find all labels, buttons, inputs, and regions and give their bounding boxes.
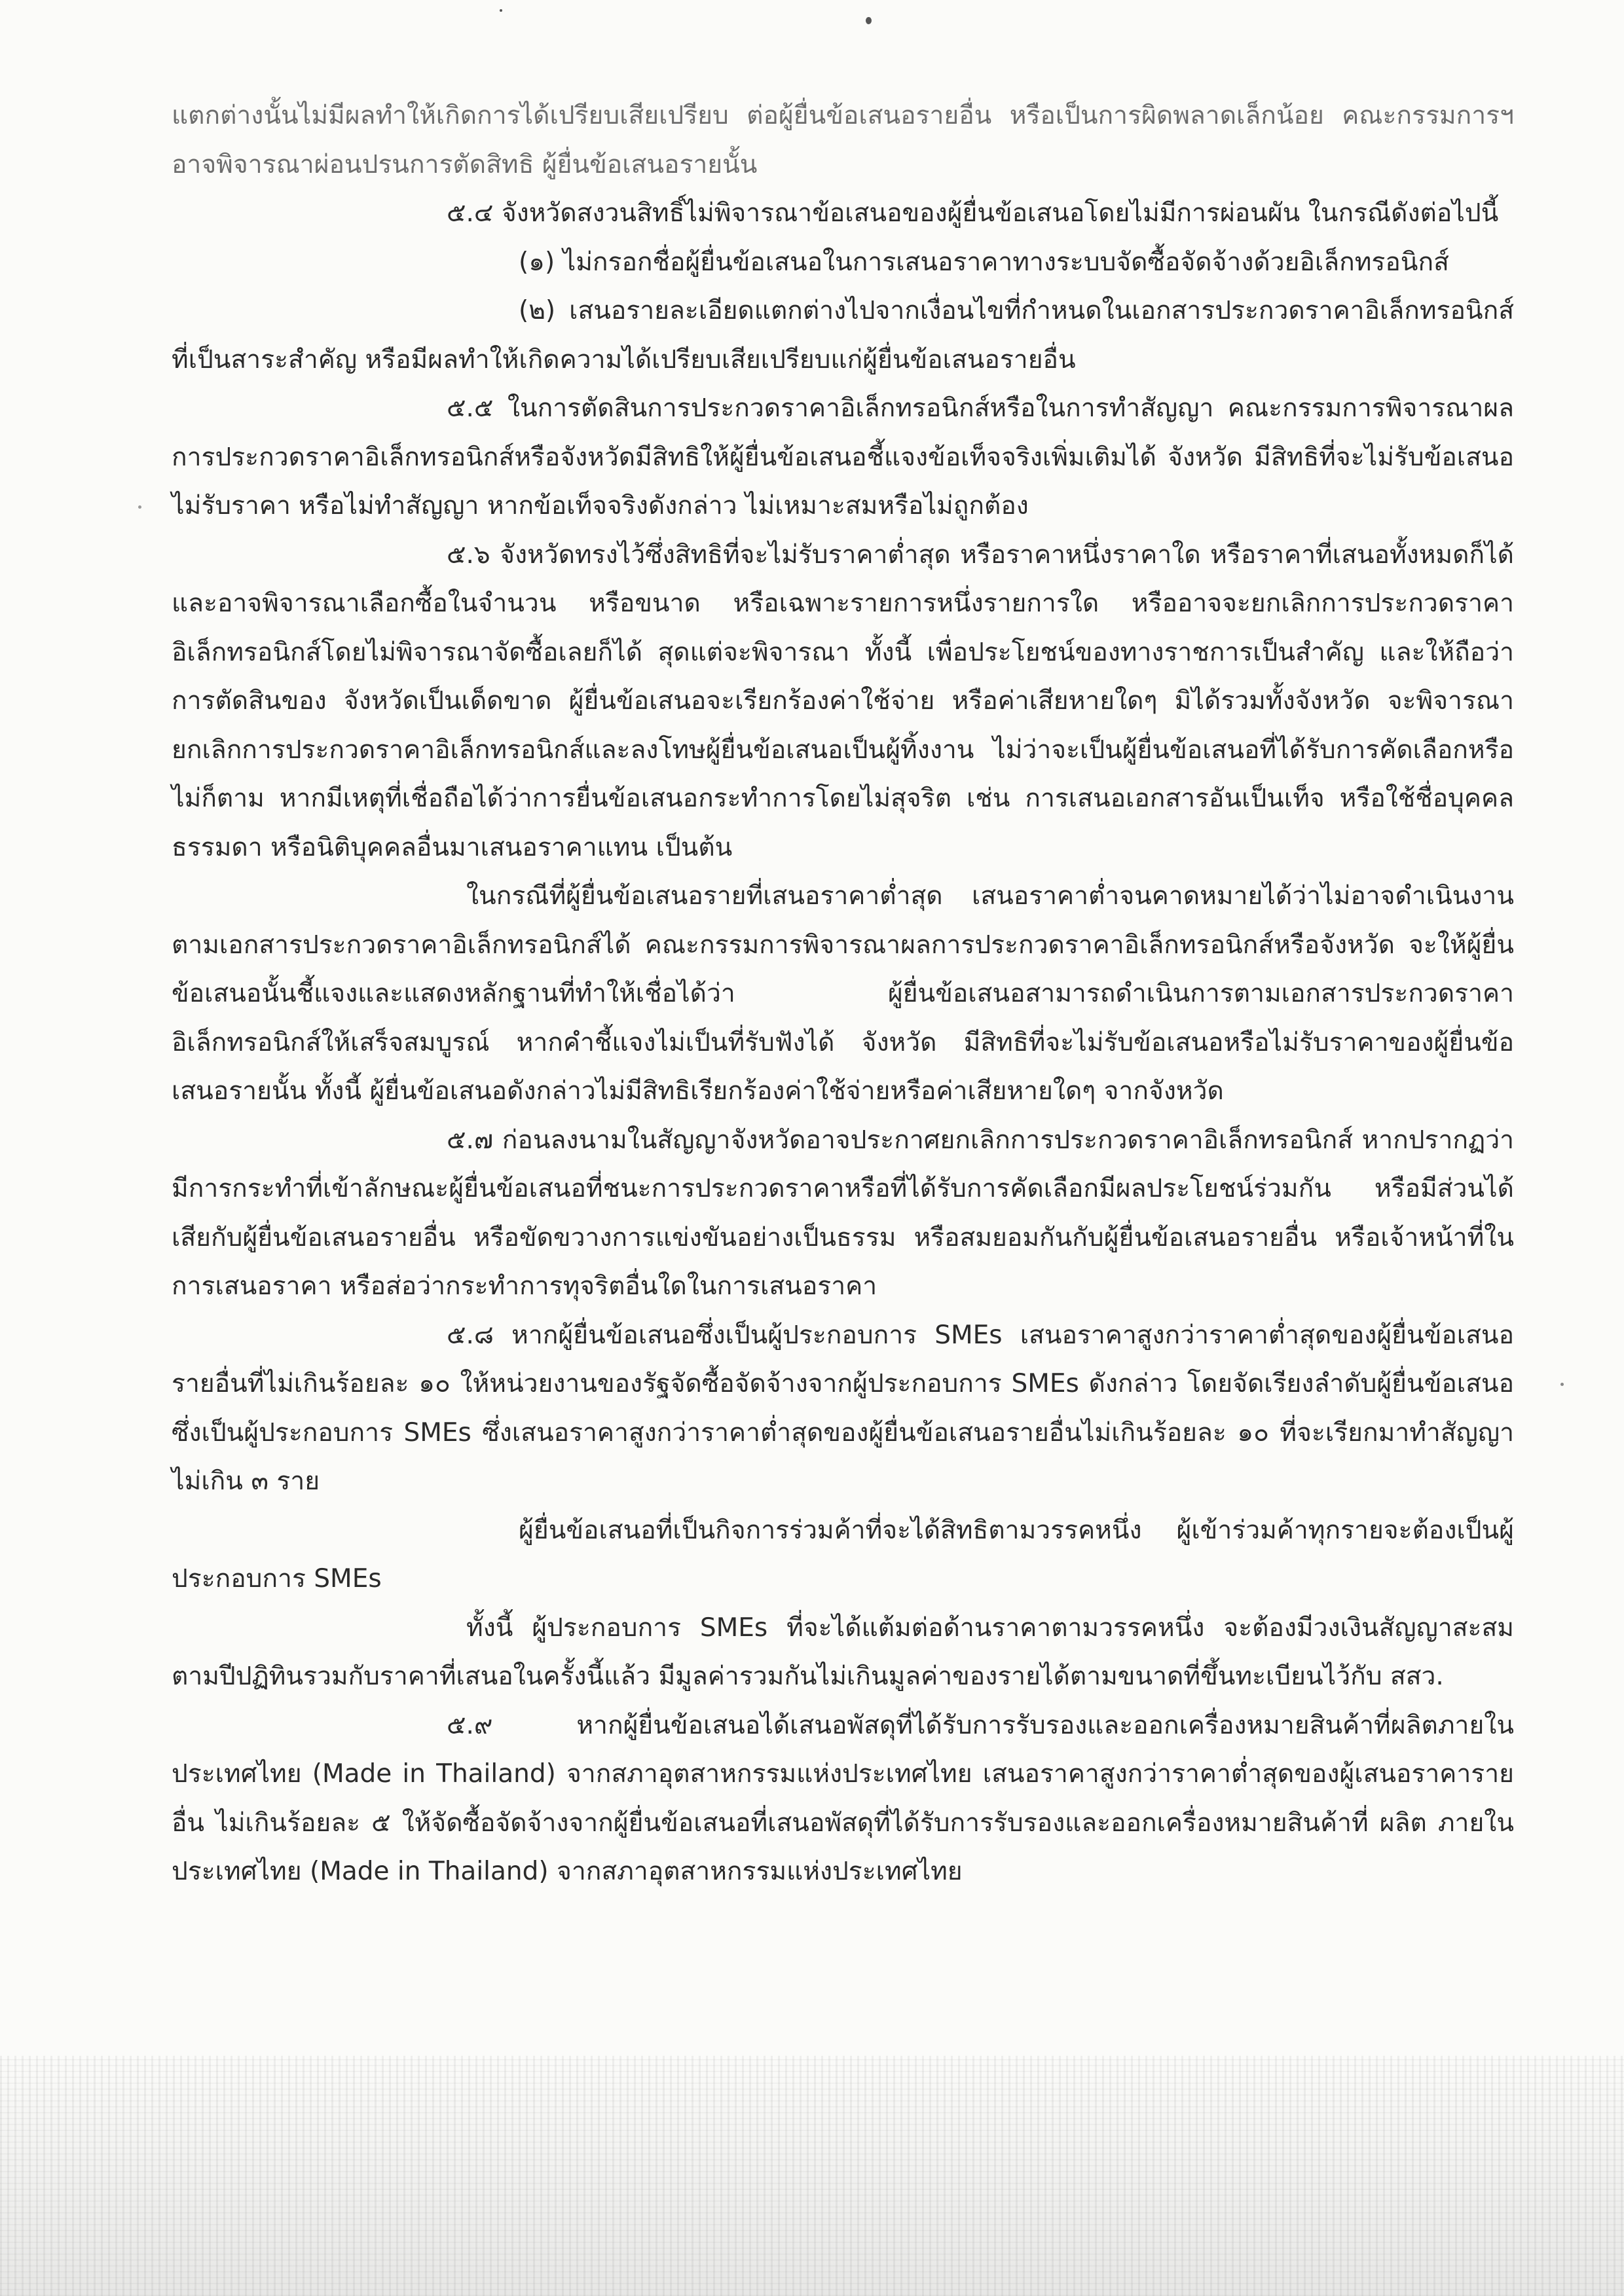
paragraph-5-4: ๕.๔ จังหวัดสงวนสิทธิ์ไม่พิจารณาข้อเสนอของผู้ยื่นข้อเสนอโดยไม่มีการผ่อนผัน ในกรณีดังต่อไปนี้ bbox=[447, 198, 1499, 228]
paragraph-5-6-second: ในกรณีที่ผู้ยื่นข้อเสนอรายที่เสนอราคาต่ำสุด เสนอราคาต่ำจนคาดหมายได้ว่าไม่อาจดำเนินงานตามเอกสารประกวดราคาอิเล็กทรอนิกส์ได้ คณะกรรมการพิจารณาผลการประกวดราคาอิเล็กทรอนิกส์หรือจังหวัด จะให้ผู้ยื่นข้อเสนอนั้นชี้แจงและแสดงหลักฐานที่ทำให้เชื่อได้ว่า ผู้ยื่นข้อเสนอสามารถดำเนินการตามเอกสารประกวดราคาอิเล็กทรอนิกส์ให้เสร็จสมบูรณ์ หากคำชี้แจงไม่เป็นที่รับฟังได้ จังหวัด มีสิทธิที่จะไม่รับข้อเสนอหรือไม่รับราคาของผู้ยื่นข้อเสนอรายนั้น ทั้งนี้ ผู้ยื่นข้อเสนอดังกล่าวไม่มีสิทธิเรียกร้องค่าใช้จ่ายหรือค่าเสียหายใดๆ จากจังหวัด bbox=[172, 881, 1514, 1106]
scan-speck bbox=[866, 17, 872, 24]
paragraph-5-6: ๕.๖ จังหวัดทรงไว้ซึ่งสิทธิที่จะไม่รับราคาต่ำสุด หรือราคาหนึ่งราคาใด หรือราคาที่เสนอทั้งหมดก็ได้ และอาจพิจารณาเลือกซื้อในจำนวน หรือขนาด หรือเฉพาะรายการหนึ่งรายการใด หรืออาจจะยกเลิกการประกวดราคาอิเล็กทรอนิกส์โดยไม่พิจารณาจัดซื้อเลยก็ได้ สุดแต่จะพิจารณา ทั้งนี้ เพื่อประโยชน์ของทางราชการเป็นสำคัญ และให้ถือว่าการตัดสินของ จังหวัดเป็นเด็ดขาด ผู้ยื่นข้อเสนอจะเรียกร้องค่าใช้จ่าย หรือค่าเสียหายใดๆ มิได้รวมทั้งจังหวัด จะพิจารณายกเลิกการประกวดราคาอิเล็กทรอนิกส์และลงโทษผู้ยื่นข้อเสนอเป็นผู้ทิ้งงาน ไม่ว่าจะเป็นผู้ยื่นข้อเสนอที่ได้รับการคัดเลือกหรือไม่ก็ตาม หากมีเหตุที่เชื่อถือได้ว่าการยื่นข้อเสนอกระทำการโดยไม่สุจริต เช่น การเสนอเอกสารอันเป็นเท็จ หรือใช้ชื่อบุคคลธรรมดา หรือนิติบุคคลอื่นมาเสนอราคาแทน เป็นต้น bbox=[172, 539, 1514, 862]
paragraph-5-4-item-1: (๑) ไม่กรอกชื่อผู้ยื่นข้อเสนอในการเสนอราคาทางระบบจัดซื้อจัดจ้างด้วยอิเล็กทรอนิกส์ bbox=[519, 247, 1449, 277]
paragraph-5-9: ๕.๙ หากผู้ยื่นข้อเสนอได้เสนอพัสดุที่ได้รับการรับรองและออกเครื่องหมายสินค้าที่ผลิตภายในประเทศไทย (Made in Thailand) จากสภาอุตสาหกรรมแห่งประเทศไทย เสนอราคาสูงกว่าราคาต่ำสุดของผู้เสนอราคารายอื่น ไม่เกินร้อยละ ๕ ให้จัดซื้อจัดจ้างจากผู้ยื่นข้อเสนอที่เสนอพัสดุที่ได้รับการรับรองและออกเครื่องหมายสินค้าที่ ผลิต ภายในประเทศไทย (Made in Thailand) จากสภาอุตสาหกรรมแห่งประเทศไทย bbox=[172, 1710, 1514, 1886]
paragraph-5-8-sme-limit: ทั้งนี้ ผู้ประกอบการ SMEs ที่จะได้แต้มต่อด้านราคาตามวรรคหนึ่ง จะต้องมีวงเงินสัญญาสะสมตามปีปฏิทินรวมกับราคาที่เสนอในครั้งนี้แล้ว มีมูลค่ารวมกันไม่เกินมูลค่าของรายได้ตามขนาดที่ขึ้นทะเบียนไว้กับ สสว. bbox=[172, 1613, 1514, 1691]
scan-noise bbox=[0, 2056, 1624, 2296]
paragraph-5-8: ๕.๘ หากผู้ยื่นข้อเสนอซึ่งเป็นผู้ประกอบการ SMEs เสนอราคาสูงกว่าราคาต่ำสุดของผู้ยื่นข้อเสนอรายอื่นที่ไม่เกินร้อยละ ๑๐ ให้หน่วยงานของรัฐจัดซื้อจัดจ้างจากผู้ประกอบการ SMEs ดังกล่าว โดยจัดเรียงลำดับผู้ยื่นข้อเสนอซึ่งเป็นผู้ประกอบการ SMEs ซึ่งเสนอราคาสูงกว่าราคาต่ำสุดของผู้ยื่นข้อเสนอรายอื่นไม่เกินร้อยละ ๑๐ ที่จะเรียกมาทำสัญญาไม่เกิน ๓ ราย bbox=[172, 1320, 1514, 1496]
scan-speck bbox=[138, 505, 141, 509]
scan-speck bbox=[500, 9, 502, 12]
paragraph-5-5: ๕.๕ ในการตัดสินการประกวดราคาอิเล็กทรอนิกส์หรือในการทำสัญญา คณะกรรมการพิจารณาผลการประกวดราคาอิเล็กทรอนิกส์หรือจังหวัดมีสิทธิให้ผู้ยื่นข้อเสนอชี้แจงข้อเท็จจริงเพิ่มเติมได้ จังหวัด มีสิทธิที่จะไม่รับข้อเสนอ ไม่รับราคา หรือไม่ทำสัญญา หากข้อเท็จจริงดังกล่าว ไม่เหมาะสมหรือไม่ถูกต้อง bbox=[172, 393, 1514, 520]
paragraph-5-4-item-2: (๒) เสนอรายละเอียดแตกต่างไปจากเงื่อนไขที่กำหนดในเอกสารประกวดราคาอิเล็กทรอนิกส์ที่เป็นสาระสำคัญ หรือมีผลทำให้เกิดความได้เปรียบเสียเปรียบแก่ผู้ยื่นข้อเสนอรายอื่น bbox=[172, 296, 1514, 374]
paragraph-5-8-joint-venture: ผู้ยื่นข้อเสนอที่เป็นกิจการร่วมค้าที่จะได้สิทธิตามวรรคหนึ่ง ผู้เข้าร่วมค้าทุกรายจะต้องเป็นผู้ประกอบการ SMEs bbox=[172, 1515, 1514, 1594]
document-body bbox=[172, 92, 1514, 1897]
scan-speck bbox=[1560, 1383, 1564, 1386]
paragraph-5-3-continuation: แตกต่างนั้นไม่มีผลทำให้เกิดการได้เปรียบเสียเปรียบ ต่อผู้ยื่นข้อเสนอรายอื่น หรือเป็นการผิดพลาดเล็กน้อย คณะกรรมการฯ อาจพิจารณาผ่อนปรนการตัดสิทธิ ผู้ยื่นข้อเสนอรายนั้น bbox=[172, 101, 1514, 179]
paragraph-5-7: ๕.๗ ก่อนลงนามในสัญญาจังหวัดอาจประกาศยกเลิกการประกวดราคาอิเล็กทรอนิกส์ หากปรากฏว่ามีการกระทำที่เข้าลักษณะผู้ยื่นข้อเสนอที่ชนะการประกวดราคาหรือที่ได้รับการคัดเลือกมีผลประโยชน์ร่วมกัน หรือมีส่วนได้เสียกับผู้ยื่นข้อเสนอรายอื่น หรือขัดขวางการแข่งขันอย่างเป็นธรรม หรือสมยอมกันกับผู้ยื่นข้อเสนอรายอื่น หรือเจ้าหน้าที่ในการเสนอราคา หรือส่อว่ากระทำการทุจริตอื่นใดในการเสนอราคา bbox=[172, 1125, 1514, 1301]
